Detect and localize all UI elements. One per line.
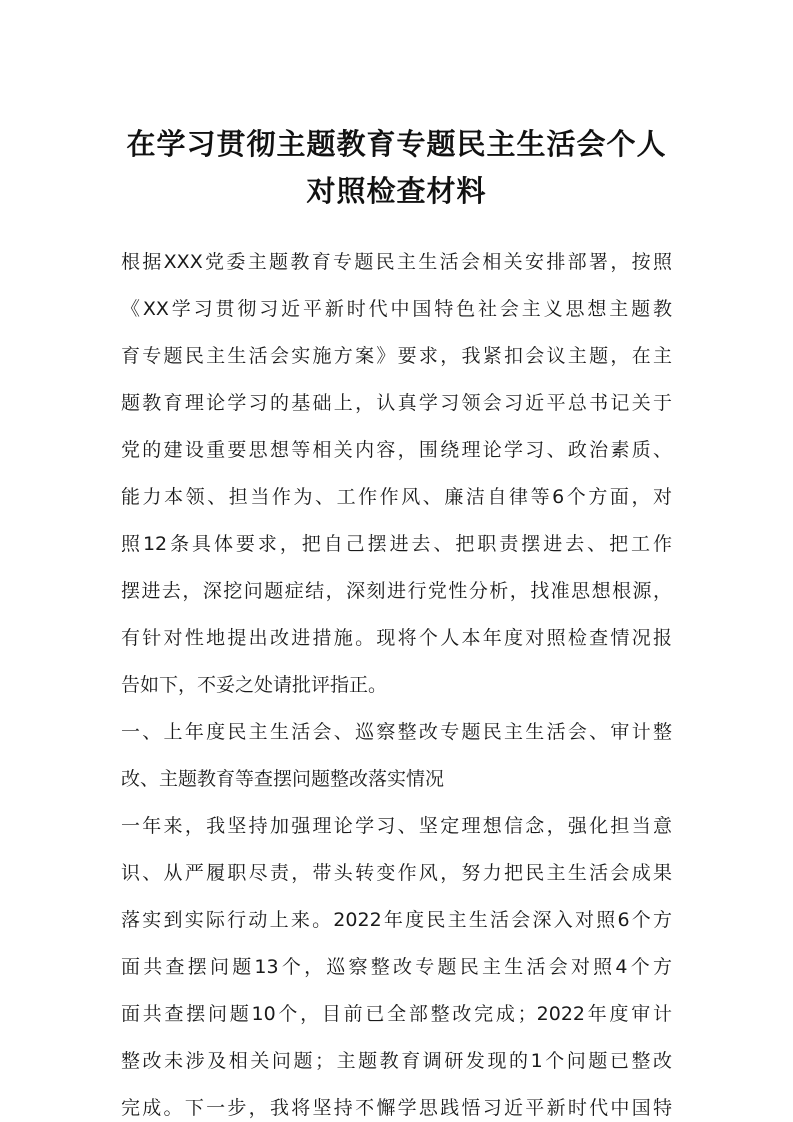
body-text-line: 党的建设重要思想等相关内容，围绕理论学习、政治素质、 [121, 439, 672, 461]
body-text-line: 有针对性地提出改进措施。现将个人本年度对照检查情况报 [121, 627, 672, 649]
body-text-line: 题教育理论学习的基础上，认真学习领会习近平总书记关于 [121, 392, 672, 414]
body-text-line: 完成。下一步，我将坚持不懈学思践悟习近平新时代中国特 [121, 1097, 672, 1119]
body-text-line: 告如下，不妥之处请批评指正。 [121, 674, 388, 696]
document-title-line-1: 在学习贯彻主题教育专题民主生活会个人 [126, 127, 667, 161]
body-text-line: 识、从严履职尽责，带头转变作风，努力把民主生活会成果 [121, 862, 672, 884]
body-text-line: 照12条具体要求，把自己摆进去、把职责摆进去、把工作 [121, 533, 672, 555]
body-text-line: 一年来，我坚持加强理论学习、坚定理想信念，强化担当意 [121, 815, 672, 837]
body-text-line: 面共查摆问题13个，巡察整改专题民主生活会对照4个方 [121, 956, 672, 978]
document-title-line-2: 对照检查材料 [306, 174, 487, 208]
body-text-line: 根据XXX党委主题教育专题民主生活会相关安排部署，按照 [121, 251, 672, 273]
body-text-line: 育专题民主生活会实施方案》要求，我紧扣会议主题，在主 [121, 345, 672, 367]
body-text-line: 《XX学习贯彻习近平新时代中国特色社会主义思想主题教 [121, 298, 672, 320]
body-text-line: 落实到实际行动上来。2022年度民主生活会深入对照6个方 [121, 909, 672, 931]
section-heading-line: 一、上年度民主生活会、巡察整改专题民主生活会、审计整 [121, 721, 672, 743]
section-heading-line: 改、主题教育等查摆问题整改落实情况 [121, 768, 445, 790]
body-text-line: 摆进去，深挖问题症结，深刻进行党性分析，找准思想根源， [121, 580, 672, 602]
body-text-line: 整改未涉及相关问题；主题教育调研发现的1个问题已整改 [121, 1050, 672, 1072]
body-text-line: 面共查摆问题10个，目前已全部整改完成；2022年度审计 [121, 1003, 672, 1025]
body-text-line: 能力本领、担当作为、工作作风、廉洁自律等6个方面，对 [121, 486, 672, 508]
